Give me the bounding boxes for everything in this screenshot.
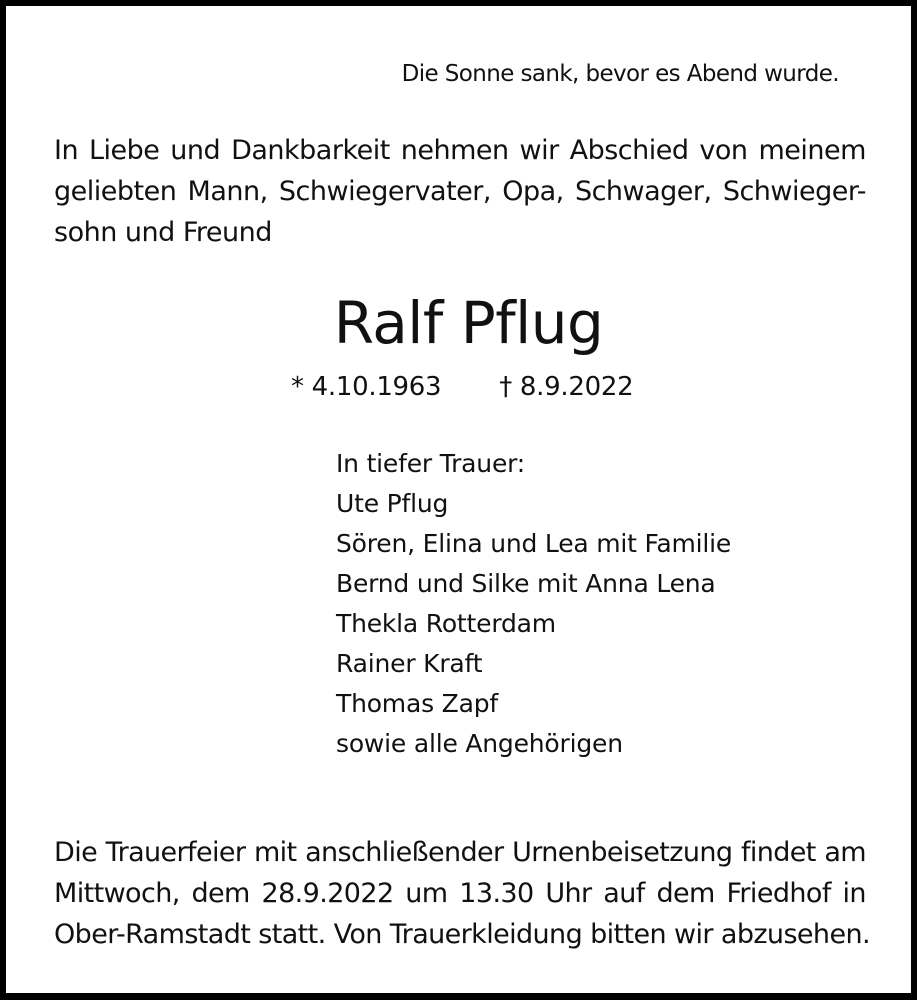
ceremony-line-2 (54, 873, 866, 914)
intro-paragraph (54, 130, 866, 253)
word: Liebe (88, 135, 160, 166)
word: Friedhof (726, 878, 831, 909)
word: Mann, (187, 176, 268, 207)
mourner-name: Bernd und Silke mit Anna Lena (336, 569, 716, 598)
mourner-name: sowie alle Angehörigen (336, 729, 623, 758)
death-date: † 8.9.2022 (499, 372, 634, 402)
word: anschließender (305, 837, 504, 868)
word: von (699, 135, 748, 166)
deceased-name: Ralf Pflug (333, 289, 604, 357)
motto-quote: Die Sonne sank, bevor es Abend wurde. (401, 61, 839, 87)
birth-date: * 4.10.1963 (291, 372, 442, 402)
word: um (405, 878, 448, 909)
word: dem (191, 878, 250, 909)
word: nehmen (400, 135, 509, 166)
word: geliebten (54, 176, 177, 207)
word: In (54, 135, 79, 166)
ceremony-line-1 (54, 832, 866, 873)
word: in (842, 878, 866, 909)
mourners-heading: In tiefer Trauer: (336, 449, 525, 478)
word: Urnenbeisetzung (512, 837, 733, 868)
intro-line-2 (54, 171, 866, 212)
word: Mittwoch, (54, 878, 180, 909)
word: 28.9.2022 (261, 878, 394, 909)
word: mit (253, 837, 297, 868)
ceremony-line-3: Ober-Ramstadt statt. Von Trauerkleidung bitten wir abzusehen. (54, 919, 870, 950)
word: Schwiegervater, (278, 176, 491, 207)
mourner-name: Thekla Rotterdam (336, 609, 556, 638)
word: Abschied (569, 135, 689, 166)
word: Uhr (545, 878, 592, 909)
intro-line-3: sohn und Freund (54, 217, 272, 248)
word: Schwieger- (722, 176, 866, 207)
mourner-name: Thomas Zapf (336, 689, 498, 718)
word: meinem (758, 135, 866, 166)
word: dem (656, 878, 715, 909)
word: 13.30 (459, 878, 534, 909)
mourners-list (336, 444, 731, 764)
word: Die (54, 837, 98, 868)
intro-line-1 (54, 130, 866, 171)
word: Dankbarkeit (231, 135, 390, 166)
word: findet (740, 837, 816, 868)
ceremony-paragraph (54, 832, 870, 955)
mourner-name: Rainer Kraft (336, 649, 483, 678)
mourner-name: Ute Pflug (336, 489, 449, 518)
word: und (170, 135, 221, 166)
word: Opa, (502, 176, 564, 207)
word: Schwager, (574, 176, 712, 207)
mourner-name: Sören, Elina und Lea mit Familie (336, 529, 732, 558)
word: am (824, 837, 866, 868)
word: auf (603, 878, 645, 909)
word: wir (519, 135, 559, 166)
life-dates (291, 372, 633, 402)
word: Trauerfeier (105, 837, 246, 868)
